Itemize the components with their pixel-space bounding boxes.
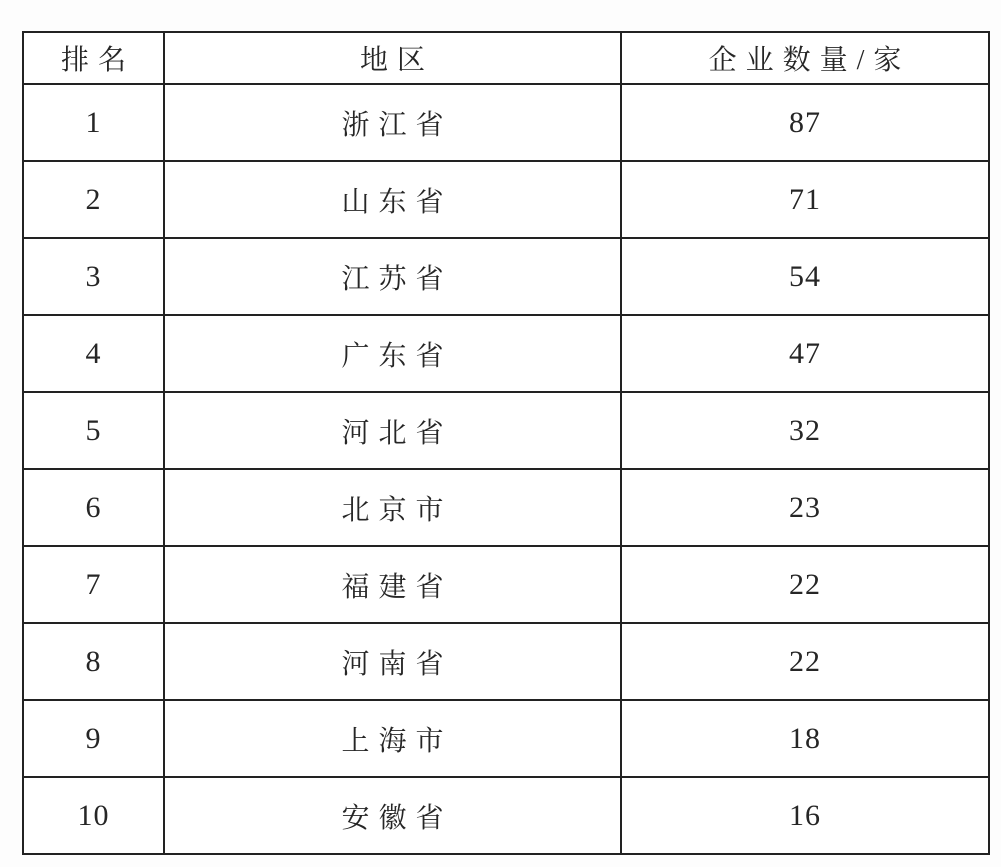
header-rank: 排名	[23, 32, 164, 84]
table-row	[23, 700, 989, 777]
table-row	[23, 777, 989, 854]
table-row	[23, 623, 989, 700]
count-cell: 23	[621, 469, 989, 546]
region-cell: 上海市	[164, 700, 621, 777]
header-row	[23, 32, 989, 84]
header-region: 地区	[164, 32, 621, 84]
count-cell: 87	[621, 84, 989, 161]
table-row	[23, 161, 989, 238]
table-row	[23, 469, 989, 546]
region-cell: 北京市	[164, 469, 621, 546]
count-cell: 47	[621, 315, 989, 392]
ranking-table-container	[22, 31, 990, 855]
count-cell: 22	[621, 623, 989, 700]
count-cell: 18	[621, 700, 989, 777]
count-cell: 32	[621, 392, 989, 469]
rank-cell: 2	[23, 161, 164, 238]
table-body	[23, 84, 989, 854]
region-cell: 福建省	[164, 546, 621, 623]
table-row	[23, 84, 989, 161]
count-cell: 54	[621, 238, 989, 315]
count-cell: 16	[621, 777, 989, 854]
header-count: 企业数量/家	[621, 32, 989, 84]
rank-cell: 7	[23, 546, 164, 623]
region-cell: 山东省	[164, 161, 621, 238]
rank-cell: 1	[23, 84, 164, 161]
rank-cell: 4	[23, 315, 164, 392]
count-cell: 71	[621, 161, 989, 238]
region-cell: 河北省	[164, 392, 621, 469]
table-row	[23, 392, 989, 469]
enterprise-ranking-table	[22, 31, 990, 855]
region-cell: 浙江省	[164, 84, 621, 161]
table-row	[23, 315, 989, 392]
rank-cell: 6	[23, 469, 164, 546]
rank-cell: 5	[23, 392, 164, 469]
rank-cell: 10	[23, 777, 164, 854]
rank-cell: 9	[23, 700, 164, 777]
table-row	[23, 546, 989, 623]
rank-cell: 3	[23, 238, 164, 315]
rank-cell: 8	[23, 623, 164, 700]
count-cell: 22	[621, 546, 989, 623]
region-cell: 安徽省	[164, 777, 621, 854]
table-row	[23, 238, 989, 315]
region-cell: 江苏省	[164, 238, 621, 315]
region-cell: 广东省	[164, 315, 621, 392]
table-header	[23, 32, 989, 84]
region-cell: 河南省	[164, 623, 621, 700]
